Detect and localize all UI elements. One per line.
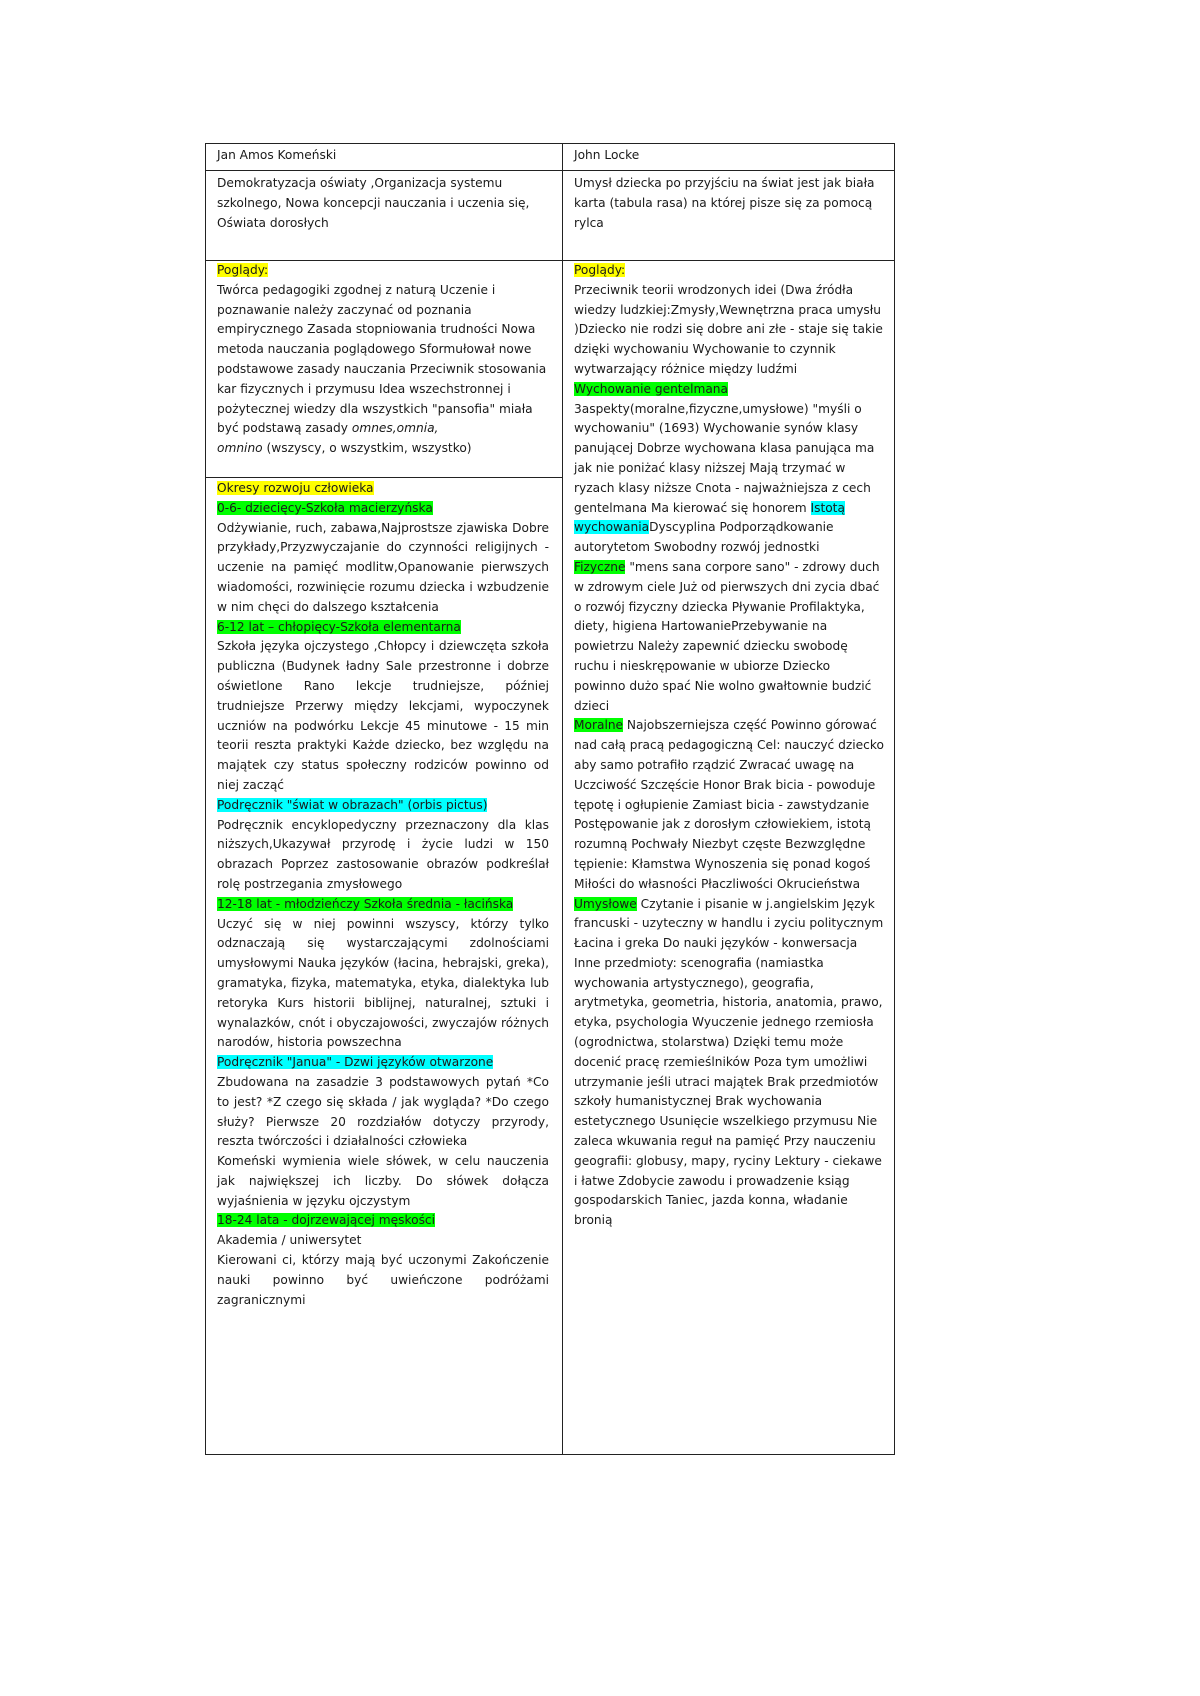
- gentleman-text-a: 3aspekty(moralne,fizyczne,umysłowe) "myśli o wychowaniu" (1693) Wychowanie synów klasy panującej Dobrze wychowana klasa panująca ma jak nie poniżać klasy niższej Mają trzymać w ryzach klasy niższe Cnota - najważniejsza z cech gentelmana Ma kierować się honorem: [574, 401, 875, 515]
- umyslowe-text: Czytanie i pisanie w j.angielskim Język francuski - uzyteczny w handlu i zyciu politycznym Łacina i greka Do nauki języków - konwersacja Inne przedmioty: scenografia (namiastka wychowania artystycznego), geografia, arytmetyka, geometria, historia, anatomia, prawo, etyka, psychologia Wyuczenie jednego rzemiosła (ogrodnictwa, stolarstwa) Dzięki temu może docenić pracę rzemieślników Poza tym umożliwi utrzymanie jeśli utraci majątek Brak przedmiotów szkoły humanistycznej Brak wychowania estetycznego Usunięcie wszelkiego przymusu Nie zaleca wkuwania reguł na pamięć Przy nauczeniu geografii: globusy, mapy, ryciny Lektury - ciekawe i łatwe Zdobycie zawodu i prowadzenie ksiąg gospodarskich Taniec, jazda konna, władanie bronią: [574, 896, 884, 1228]
- komenski-summary: [211, 174, 556, 233]
- komenski-summary-text: Demokratyzacja oświaty ,Organizacja systemu szkolnego, Nowa koncepcji nauczania i uczenia się, Oświata dorosłych: [217, 176, 530, 230]
- locke-views-text: Przeciwnik teorii wrodzonych idei (Dwa źródła wiedzy ludzkiej:Zmysły,Wewnętrzna praca umysłu )Dziecko nie rodzi się dobre ani złe - staje się takie dzięki wychowaniu Wychowanie to czynnik wytwarzający różnice między ludźmi: [574, 282, 883, 376]
- period-1-label: 0-6- dziecięcy-Szkoła macierzyńska: [217, 500, 433, 515]
- istota-label: Istotą wychowania: [574, 500, 845, 535]
- komenski-periods: [211, 479, 555, 1310]
- janua-label: Podręcznik "Janua" - Dzwi języków otwarzone: [217, 1055, 494, 1070]
- header-locke: [568, 146, 893, 166]
- fizyczne-label: Fizyczne: [574, 559, 626, 574]
- period-2-text: Szkoła języka ojczystego ,Chłopcy i dziewczęta szkoła publiczna (Budynek ładny Sale przestronne i dobrze oświetlone Rano lekcje trudniejsze, później trudniejsze Przerwy między lekcjami, wypoczynek uczniów na podwórku Lekcje 45 minutowe - 15 min teorii reszta praktyki Każde dziecko, bez względu na majątek czy status społeczny rodziców powinno od niej zacząć: [217, 639, 549, 792]
- period-4-label: 18-24 lata - dojrzewającej męskości: [217, 1213, 436, 1228]
- janua-text: Zbudowana na zasadzie 3 podstawowych pytań *Co to jest? *Z czego się składa / jak wygląda? *Do czego służy? Pierwsze 20 rozdziałów dotyczy przyrody, reszta twórczości i działalności człowieka: [217, 1074, 549, 1149]
- orbis-text: Podręcznik encyklopedyczny przeznaczony dla klas niższych,Ukazywał przyrodę i życie ludzi w 150 obrazach Poprzez zastosowanie obrazów podkreślał rolę postrzegania zmysłowego: [217, 817, 549, 891]
- komenski-views-text: Twórca pedagogiki zgodnej z naturą Uczenie i poznawanie należy zaczynać od poznania empirycznego Zasada stopniowania trudności Nowa metoda nauczania poglądowego Sformułował nowe podstawowe zasady nauczania Przeciwnik stosowania kar fizycznych i przymusu Idea wszechstronnej i pożytecznej wiedzy dla wszystkich "pansofia" miała być podstawą zasady: [217, 282, 547, 436]
- locke-summary-text: Umysł dziecka po przyjściu na świat jest jak biała karta (tabula rasa) na której pisze się za pomocą rylca: [574, 176, 875, 230]
- moralne-label: Moralne: [574, 718, 624, 733]
- moralne-text: Najobszerniejsza część Powinno górować nad całą pracą pedagogiczną Cel: nauczyć dziecko aby samo potrafiło rządzić Zwracać uwagę na Uczciwość Szczęście Honor Brak bicia - powoduje tępotę i ogłupienie Zamiast bicia - zawstydzanie Postępowanie jak z dorosłym człowiekiem, istotą rozumną Pochwały Niezbyt częste Bezwzględne tępienie: Kłamstwa Wynoszenia się ponad kogoś Miłości do własności Płaczliwości Okrucieństwa: [574, 718, 884, 891]
- header-komenski-text: Jan Amos Komeński: [217, 148, 337, 162]
- header-komenski: [211, 146, 556, 166]
- gentleman-label: Wychowanie gentelmana: [574, 381, 729, 396]
- gentleman-text-b: Dyscyplina Podporządkowanie autorytetom Swobodny rozwój jednostki: [574, 520, 834, 555]
- komenski-views: [211, 261, 556, 459]
- orbis-label: Podręcznik "świat w obrazach" (orbis pictus): [217, 797, 488, 812]
- komenski-omnino-rest: (wszyscy, o wszystkim, wszystko): [262, 441, 472, 456]
- period-1-text: Odżywianie, ruch, zabawa,Najprostsze zjawiska Dobre przykłady,Przyzwyczajanie do czynności religijnych - uczenie na pamięć modlitw,Opanowanie pierwszych wiadomości, rozwinięcie rozumu dziecka i wzbudzenie w nim chęci do dalszego kształcenia: [217, 520, 549, 614]
- komenski-omnes: omnes,omnia,: [351, 421, 439, 436]
- locke-views: [568, 261, 891, 1231]
- row-divider-1: [205, 170, 895, 171]
- header-locke-text: John Locke: [574, 148, 640, 162]
- janua-text-2: Komeński wymienia wiele słówek, w celu nauczenia jak największej ich liczby. Do słówek dołącza wyjaśnienia w języku ojczystym: [217, 1154, 549, 1208]
- period-3-label: 12-18 lat - młodzieńczy Szkoła średnia - łacińska: [217, 896, 514, 911]
- period-4-text: Kierowani ci, którzy mają być uczonymi Zakończenie nauki powinno być uwieńczone podróżami zagranicznymi: [217, 1253, 549, 1307]
- fizyczne-text: "mens sana corpore sano" - zdrowy duch w zdrowym ciele Już od pierwszych dni zycia dbać o rozwój fizyczny dziecka Pływanie Profilaktyka, diety, higiena HartowaniePrzebywanie na powietrzu Należy zapewnić dziecku swobodę ruchu i nieskrępowanie w ubiorze Dziecko powinno dużo spać Nie wolno gwałtownie budzić dzieci: [574, 559, 880, 713]
- locke-views-label: Poglądy:: [574, 263, 626, 277]
- periods-label: Okresy rozwoju człowieka: [217, 481, 374, 495]
- row-divider-left-3: [205, 477, 562, 478]
- komenski-omnino: omnino: [217, 441, 263, 456]
- umyslowe-label: Umysłowe: [574, 896, 637, 911]
- komenski-views-label: Poglądy:: [217, 263, 269, 277]
- period-4-line: Akademia / uniwersytet: [217, 1233, 362, 1248]
- locke-summary: [568, 174, 888, 233]
- period-2-label: 6-12 lat – chłopięcy-Szkoła elementarna: [217, 619, 461, 634]
- column-divider: [562, 143, 563, 1455]
- period-3-text: Uczyć się w niej powinni wszyscy, którzy tylko odznaczają się wystarczającymi zdolnościami umysłowymi Nauka języków (łacina, hebrajski, greka), gramatyka, fizyka, matematyka, etyka, dialektyka lub retoryka Kurs historii biblijnej, naturalnej, sztuki i wynalazków, cnót i obyczajowości, zwyczajów różnych narodów, historia powszechna: [217, 916, 549, 1050]
